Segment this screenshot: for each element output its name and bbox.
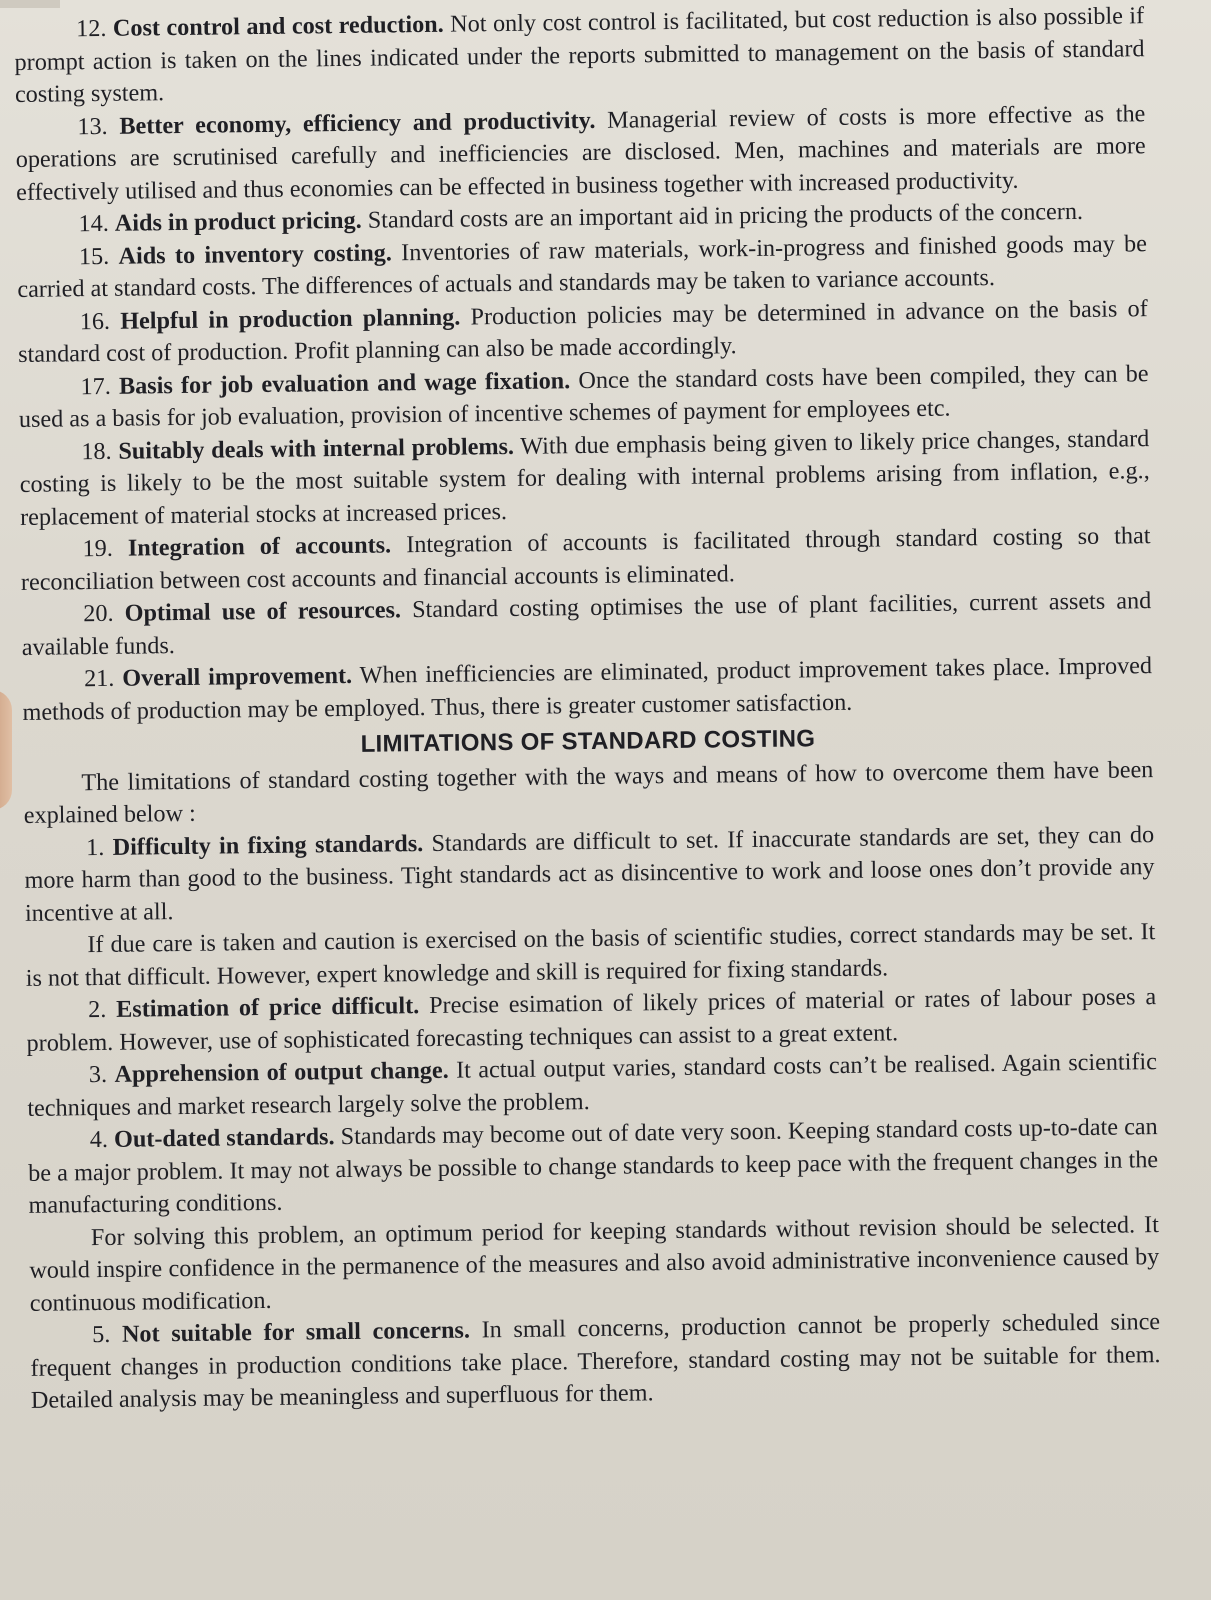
item-text: Integration of accounts is facilitated through standard costing so that reconciliation between cost accounts and financial accounts is eliminated. (20, 522, 1151, 596)
item-text: It actual output varies, standard costs can’t be realised. Again scientific techniques and market research largely solve the problem. (27, 1048, 1158, 1122)
page-edge (0, 0, 60, 8)
item-heading: Integration of accounts. (127, 531, 392, 562)
item-heading: Overall improvement. (122, 661, 353, 692)
item-number: 19. (82, 534, 113, 563)
item-heading: Cost control and cost reduction. (112, 10, 444, 42)
item-text: Standards are difficult to set. If inaccurate standards are set, they can do more harm than good to the business. Tight standards act as disincentive to work and loose ones don’t provide any incentive at all. (24, 820, 1155, 927)
item-number: 2. (88, 995, 107, 1024)
item-heading: Apprehension of output change. (114, 1056, 449, 1088)
item-heading: Better economy, efficiency and productivity. (119, 106, 596, 140)
item-text: Standard costing optimises the use of plant facilities, current assets and available funds. (21, 587, 1152, 661)
item-number: 5. (91, 1320, 111, 1349)
item-heading: Helpful in production planning. (120, 303, 461, 335)
item-number: 17. (80, 372, 111, 400)
limitation-1 (24, 819, 1155, 930)
item-number: 21. (83, 664, 115, 693)
item-21 (22, 650, 1153, 729)
thumb-edge (0, 690, 12, 810)
item-heading: Suitably deals with internal problems. (118, 432, 515, 465)
section-heading: LIMITATIONS OF STANDARD COSTING (360, 725, 816, 758)
limitation-4-note: For solving this problem, an optimum period for keeping standards without revision should be selected. It would inspire confidence in the permanence of the measures and also avoid administrative inconvenience caused by continuous modification. (29, 1210, 1160, 1317)
item-text: Inventories of raw materials, work-in-progress and finished goods may be carried at standard costs. The differences of actuals and standards may be taken to variance accounts. (17, 229, 1148, 303)
item-heading: Aids in product pricing. (114, 206, 362, 237)
item-heading: Aids to inventory costing. (118, 238, 392, 270)
item-text: With due emphasis being given to likely price changes, standard costing is likely to be the most suitable system for dealing with internal problems arising from inflation, e.g., replacement of material stocks at increased prices. (19, 424, 1150, 531)
item-text: Production policies may be determined in advance on the basis of standard cost of production. Profit planning can also be made accordingly. (17, 294, 1148, 368)
item-number: 12. (76, 14, 107, 43)
item-text: Managerial review of costs is more effective as the operations are scrutinised carefully and inefficiencies are disclosed. Men, machines and materials are more effectively utilised and thus economies can be effected in business together with increased productivity. (15, 99, 1146, 206)
page-text (14, 0, 1161, 1417)
item-number: 16. (79, 307, 111, 335)
item-text: Standard costs are an important aid in pricing the products of the concern. (361, 197, 1084, 234)
section-intro: The limitations of standard costing together with the ways and means of how to overcome them have been explained below : (23, 755, 1154, 829)
item-heading: Basis for job evaluation and wage fixation. (118, 366, 571, 400)
item-heading: Not suitable for small concerns. (121, 1316, 471, 1348)
item-number: 14. (78, 209, 109, 238)
item-heading: Difficulty in fixing standards. (112, 829, 424, 861)
item-text: Precise esimation of likely prices of material or rates of labour poses a problem. However, use of sophisticated forecasting techniques can assist to a great extent. (26, 983, 1157, 1057)
item-13 (15, 98, 1146, 209)
item-text: When inefficiencies are eliminated, product improvement takes place. Improved methods of production may be employed. Thus, there is greater customer satisfaction. (22, 652, 1153, 726)
limitation-4 (28, 1111, 1159, 1222)
item-text: In small concerns, production cannot be properly scheduled since frequent changes in production conditions take place. Therefore, standard costing may not be suitable for them. Detailed analysis may be meaningless and superfluous for them. (30, 1308, 1161, 1414)
item-number: 20. (83, 599, 114, 628)
item-number: 13. (77, 112, 108, 140)
item-18 (19, 423, 1150, 534)
item-text: Standards may become out of date very soon. Keeping standard costs up-to-date can be a major problem. It may not always be possible to change standards to keep pace with the frequent changes in the manufacturing conditions. (27, 1113, 1159, 1219)
item-number: 18. (81, 437, 112, 465)
item-heading: Out-dated standards. (113, 1123, 335, 1153)
limitation-5 (30, 1306, 1161, 1417)
item-12 (14, 0, 1145, 111)
item-number: 15. (78, 242, 110, 270)
item-number: 3. (88, 1060, 108, 1089)
item-text: Not only cost control is facilitated, but cost reduction is also possible if prompt action is taken on the lines indicated under the reports submitted to management on the basis of standard costing system. (14, 2, 1145, 108)
limitation-1-note: If due care is taken and caution is exercised on the basis of scientific studies, correct standards may be set. It is not that difficult. However, expert knowledge and skill is required for fixing standards. (25, 918, 1156, 992)
item-heading: Estimation of price difficult. (116, 992, 420, 1023)
item-number: 1. (86, 833, 105, 861)
item-text: Once the standard costs have been compiled, they can be used as a basis for job evaluation, provision of incentive schemes of payment for employees etc. (18, 359, 1149, 433)
item-number: 4. (89, 1125, 109, 1154)
item-heading: Optimal use of resources. (124, 596, 402, 627)
